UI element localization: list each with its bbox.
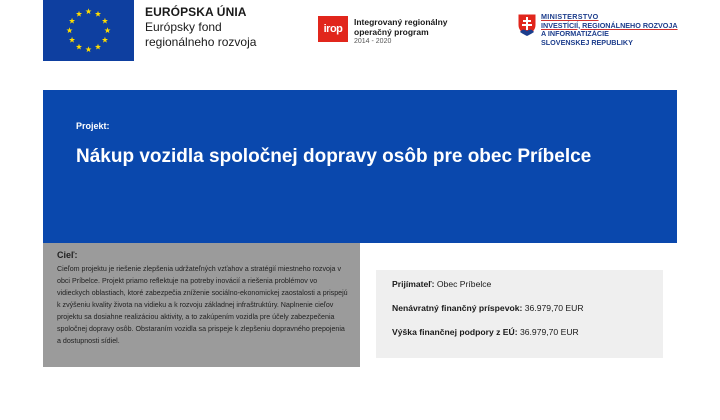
irop-logo-icon: irop [318, 16, 348, 42]
ministry-line3: A INFORMATIZÁCIE [541, 29, 609, 38]
irop-years: 2014 - 2020 [354, 38, 392, 45]
info-box [376, 270, 663, 358]
eu-star-icon [85, 8, 91, 14]
eu-fund-label-2: regionálneho rozvoja [145, 35, 257, 49]
eu-star-icon [66, 27, 72, 33]
slovak-emblem-icon [517, 13, 537, 37]
eu-star-icon [102, 18, 108, 24]
ministry-line1: MINISTERSTVO [541, 12, 599, 21]
ministry-line2: INVESTÍCIÍ, REGIONÁLNEHO ROZVOJA [541, 20, 678, 30]
eu-star-icon [95, 44, 101, 50]
eu-fund-label: Európsky fond [145, 20, 222, 34]
info-panel [360, 243, 677, 367]
recipient-value: Obec Príbelce [436, 279, 492, 289]
grant-value: 36.979,70 EUR [524, 303, 584, 313]
project-title: Nákup vozidla spoločnej dopravy osôb pre obec Príbelce [76, 146, 592, 167]
grant-row [392, 303, 584, 313]
irop-text [354, 17, 448, 47]
eu-star-icon [102, 37, 108, 43]
eu-star-icon [76, 44, 82, 50]
ministry-line4: SLOVENSKEJ REPUBLIKY [541, 37, 633, 47]
goal-text: Cieľom projektu je riešenie zlepšenia udržateľných vzťahov a stratégií miestneho rozvoja v obci Príbelce. Projekt priamo reflektuje na potreby inovácií a riešenia problémov vo vidieckych oblastiach, ktoré zabezpečia zníženie sociálno-ekonomickej zaostalosti a prispejú k zvýšeniu kvality života na vidieku a k rozvoju základnej infraštruktúry. Naplnenie cieľov projektu sa dosiahne realizáciou aktivity, a to zakúpením vozidla pre účely zabezpečenia spoločnej dopravy osôb. Obstaraním vozidla sa prispeje k zlepšeniu dopravného prepojenia a dostupnosti sídiel. [57, 265, 348, 345]
irop-line1: Integrovaný regionálny [354, 17, 448, 27]
ministry-text [541, 13, 678, 47]
eu-star-icon [85, 46, 91, 52]
goal-panel [43, 243, 360, 367]
eu-support-row [392, 327, 579, 337]
recipient-label: Prijímateľ: [392, 279, 435, 289]
eu-union-label: EURÓPSKA ÚNIA [145, 5, 247, 19]
eu-star-icon [76, 11, 82, 17]
header [0, 0, 720, 64]
recipient-row [392, 279, 491, 289]
grant-label: Nenávratný finančný príspevok: [392, 303, 523, 313]
eu-stars [43, 0, 134, 61]
eu-star-icon [104, 27, 110, 33]
eu-star-icon [95, 11, 101, 17]
project-panel [43, 90, 677, 243]
irop-line2: operačný program [354, 27, 429, 37]
eu-support-label: Výška finančnej podpory z EÚ: [392, 327, 518, 337]
goal-label: Cieľ: [57, 250, 78, 260]
eu-support-value: 36.979,70 EUR [519, 327, 579, 337]
eu-text [145, 5, 256, 50]
eu-star-icon [69, 18, 75, 24]
project-label: Projekt: [76, 121, 110, 131]
eu-flag-icon [43, 0, 134, 61]
eu-star-icon [69, 37, 75, 43]
